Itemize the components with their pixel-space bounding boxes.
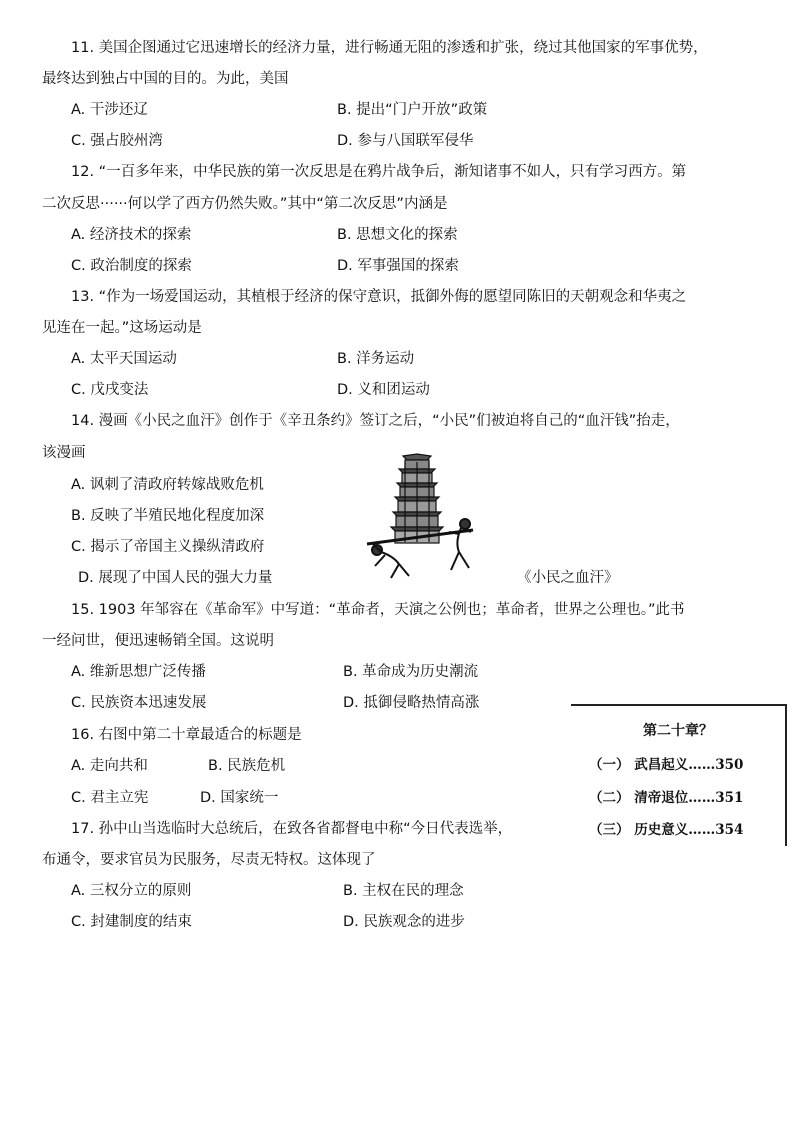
question-16-option-a: A. 走向共和: [71, 758, 148, 774]
question-15-line-1: 15. 1903 年邹容在《革命军》中写道：“革命者，天演之公例也；革命者，世界之公理也。”此书: [71, 602, 685, 618]
question-13-option-c: C. 戊戌变法: [71, 382, 149, 398]
question-16-option-b: B. 民族危机: [208, 758, 286, 774]
question-17-option-b: B. 主权在民的理念: [343, 883, 464, 899]
question-15-option-b: B. 革命成为历史潮流: [343, 664, 479, 680]
question-15-option-c: C. 民族资本迅速发展: [71, 695, 207, 711]
question-14-option-c: C. 揭示了帝国主义操纵清政府: [71, 539, 265, 555]
question-13-option-b: B. 洋务运动: [337, 351, 415, 367]
question-14-line-1: 14. 漫画《小民之血汗》创作于《辛丑条约》签订之后，“小民”们被迫将自己的“血汗钱”抬走，: [71, 413, 680, 429]
question-14-option-b: B. 反映了半殖民地化程度加深: [71, 508, 265, 524]
question-13-line-1: 13. “作为一场爱国运动，其植根于经济的保守意识，抵御外侮的愿望同陈旧的天朝观念和华夷之: [71, 289, 687, 305]
question-17-option-c: C. 封建制度的结束: [71, 914, 192, 930]
question-17-line-2: 布通令，要求官员为民服务，尽责无特权。这体现了: [42, 852, 376, 868]
question-12-option-b: B. 思想文化的探索: [337, 227, 458, 243]
question-15-option-a: A. 维新思想广泛传播: [71, 664, 206, 680]
question-16-line-1: 16. 右图中第二十章最适合的标题是: [71, 727, 302, 743]
question-11-line-2: 最终达到独占中国的目的。为此，美国: [42, 71, 289, 87]
question-11-option-a: A. 干涉还辽: [71, 102, 148, 118]
question-13-option-d: D. 义和团运动: [337, 382, 430, 398]
question-14-option-a: A. 讽刺了清政府转嫁战败危机: [71, 477, 264, 493]
question-15-option-d: D. 抵御侵略热情高涨: [343, 695, 480, 711]
question-11-option-c: C. 强占胶州湾: [71, 133, 163, 149]
question-12-line-2: 二次反思······何以学了西方仍然失败。”其中“第二次反思”内涵是: [42, 196, 448, 212]
question-12-option-c: C. 政治制度的探索: [71, 258, 192, 274]
question-16-option-d: D. 国家统一: [200, 790, 279, 806]
question-17-option-a: A. 三权分立的原则: [71, 883, 192, 899]
question-17-line-1: 17. 孙中山当选临时大总统后，在致各省都督电中称“今日代表选举，: [71, 821, 513, 837]
question-12-line-1: 12. “一百多年来，中华民族的第一次反思是在鸦片战争后，渐知诸事不如人，只有学习西方。第: [71, 164, 687, 180]
question-17-option-d: D. 民族观念的进步: [343, 914, 465, 930]
question-14-option-d: D. 展现了中国人民的强大力量: [78, 570, 273, 586]
chapter-toc-box: [571, 704, 787, 846]
question-12-option-d: D. 军事强国的探索: [337, 258, 459, 274]
toc-title: 第二十章？: [643, 723, 713, 739]
question-11-option-d: D. 参与八国联军侵华: [337, 133, 474, 149]
question-12-option-a: A. 经济技术的探索: [71, 227, 192, 243]
cartoon-illustration: [355, 452, 485, 582]
question-14-line-2: 该漫画: [42, 445, 86, 461]
question-13-option-a: A. 太平天国运动: [71, 351, 177, 367]
question-16-option-c: C. 君主立宪: [71, 790, 149, 806]
question-15-line-2: 一经问世，便迅速畅销全国。这说明: [42, 633, 274, 649]
question-11-line-1: 11. 美国企图通过它迅速增长的经济力量，进行畅通无阻的渗透和扩张，绕过其他国家的军事优势，: [71, 40, 708, 56]
toc-item-1: （一） 武昌起义……350: [589, 757, 744, 773]
cartoon-caption: 《小民之血汗》: [517, 570, 619, 586]
question-13-line-2: 见连在一起。”这场运动是: [42, 320, 202, 336]
toc-item-2: （二） 清帝退位……351: [589, 790, 744, 806]
toc-item-3: （三） 历史意义……354: [589, 822, 744, 838]
question-11-option-b: B. 提出“门户开放”政策: [337, 102, 488, 118]
